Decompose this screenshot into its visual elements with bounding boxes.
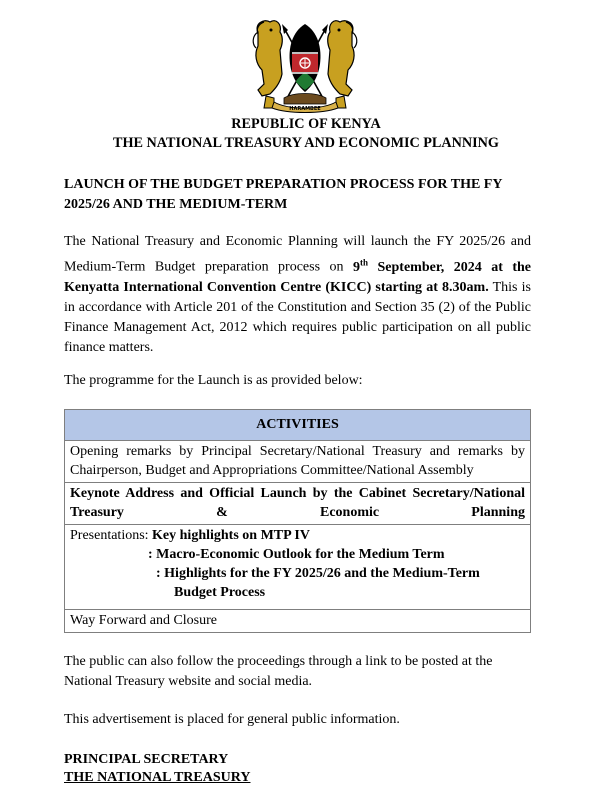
- presentation-line: [70, 564, 525, 583]
- date-rest: September, 2024 at the Kenyatta International Convention Centre (KICC) starting at 8.30am.: [64, 259, 531, 295]
- activity-opening-remarks: Opening remarks by Principal Secretary/National Treasury and remarks by Chairperson, Budget and Appropriations Committee/National Assembly: [65, 441, 531, 483]
- programme-intro: The programme for the Launch is as provided below:: [64, 373, 363, 388]
- table-header-row: [65, 410, 531, 441]
- presentation-line: [70, 583, 525, 602]
- presentation-line: [70, 526, 525, 545]
- activity-presentations: [65, 525, 531, 610]
- follow-paragraph: The public can also follow the proceedings through a link to be posted at the National Treasury website and social media.: [64, 654, 493, 689]
- signature-office: THE NATIONAL TREASURY: [64, 770, 251, 785]
- right-lion-icon: [328, 21, 357, 108]
- left-lion-icon: [253, 21, 282, 108]
- presentation-item: : Highlights for the FY 2025/26 and the Medium-Term: [156, 566, 480, 581]
- ministry-heading: THE NATIONAL TREASURY AND ECONOMIC PLANNING: [113, 135, 499, 151]
- activity-keynote: Keynote Address and Official Launch by the Cabinet Secretary/National Treasury & Economic Planning: [65, 483, 531, 525]
- signature-title: PRINCIPAL SECRETARY: [64, 752, 229, 767]
- intro-text-2: This is in accordance with Article 201 of the Constitution and Section 35 (2) of the Public Finance Management Act, 2012 which requires public participation on all public finance matters.: [64, 279, 531, 355]
- kenya-coat-of-arms-icon: [244, 14, 366, 114]
- table-header: ACTIVITIES: [65, 410, 531, 441]
- intro-paragraph: [64, 232, 531, 358]
- activities-table: [64, 409, 531, 633]
- motto-text: HARAMBEE: [289, 106, 321, 112]
- activity-closure: Way Forward and Closure: [65, 610, 531, 633]
- country-heading: REPUBLIC OF KENYA: [231, 116, 381, 132]
- intro-text-1: The National Treasury and Economic Planning will launch the FY 2025/26 and Medium-Term Budget preparation process on: [64, 234, 531, 275]
- table-row: [65, 441, 531, 483]
- presentations-label: Presentations:: [70, 528, 153, 543]
- shield-icon: [290, 24, 321, 92]
- presentation-item: Budget Process: [174, 585, 266, 600]
- date-suffix: th: [360, 257, 369, 267]
- presentation-line: [70, 545, 525, 564]
- table-row: [65, 610, 531, 633]
- table-row: [65, 525, 531, 610]
- table-row: [65, 483, 531, 525]
- presentation-item: : Macro-Economic Outlook for the Medium Term: [148, 547, 445, 562]
- advert-paragraph: This advertisement is placed for general public information.: [64, 712, 400, 727]
- notice-title: LAUNCH OF THE BUDGET PREPARATION PROCESS FOR THE FY 2025/26 AND THE MEDIUM-TERM: [64, 177, 502, 212]
- date-day: 9: [353, 259, 360, 275]
- presentation-item: Key highlights on MTP IV: [152, 528, 310, 543]
